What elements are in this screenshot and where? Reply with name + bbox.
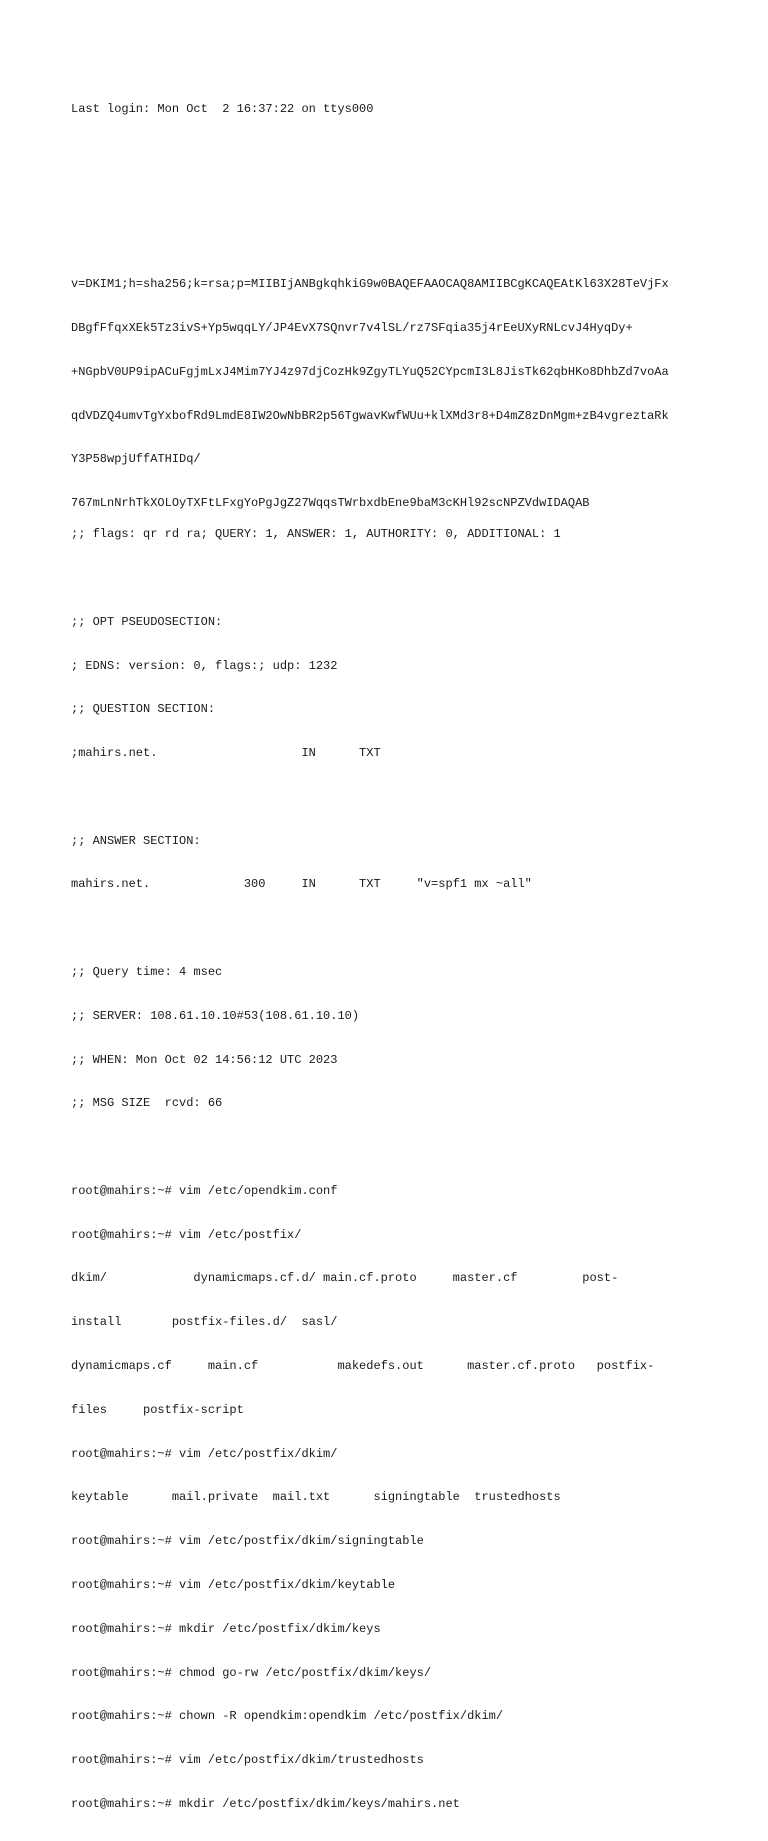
terminal-line: ;; OPT PSEUDOSECTION: <box>71 614 223 629</box>
blank-line <box>71 921 701 936</box>
shell-command-line: root@mahirs:~# mkdir /etc/postfix/dkim/keys <box>71 1621 381 1636</box>
terminal-line: Last login: Mon Oct 2 16:37:22 on ttys000 <box>71 102 374 117</box>
blank-line <box>71 790 701 805</box>
terminal-line: ; EDNS: version: 0, flags:; udp: 1232 <box>71 658 338 673</box>
shell-command-line: root@mahirs:~# vim /etc/postfix/dkim/ <box>71 1446 338 1461</box>
terminal-line: qdVDZQ4umvTgYxbofRd9LmdE8IW2OwNbBR2p56TgwavKwfWUu+klXMd3r8+D4mZ8zDnMgm+zB4vgreztaRk <box>71 408 669 423</box>
completion-output-line: dkim/ dynamicmaps.cf.d/ main.cf.proto master.cf post- <box>71 1271 619 1286</box>
terminal-line: +NGpbV0UP9ipACuFgjmLxJ4Mim7YJ4z97djCozHk9ZgyTLYuQ52CYpcmI3L8JisTk62qbHKo8DhbZd7voAa <box>71 364 669 379</box>
terminal-line: DBgfFfqxXEk5Tz3ivS+Yp5wqqLY/JP4EvX7SQnvr7v4lSL/rz7SFqia35j4rEeUXyRNLcvJ4HyqDy+ <box>71 320 633 335</box>
terminal-line: Y3P58wpjUffATHIDq/ <box>71 452 201 467</box>
terminal-line: ;; ANSWER SECTION: <box>71 833 201 848</box>
terminal-line: 767mLnNrhTkXOLOyTXFtLFxgYoPgJgZ27WqqsTWrbxdbEne9baM3cKHl92scNPZVdwIDAQAB <box>71 496 590 511</box>
terminal-line: ;; QUESTION SECTION: <box>71 702 216 717</box>
terminal-line: ;; Query time: 4 msec <box>71 965 223 979</box>
completion-output-line: install postfix-files.d/ sasl/ <box>71 1315 338 1330</box>
terminal-line: ;mahirs.net. IN TXT <box>71 746 381 761</box>
dig-and-shell-output <box>71 498 701 1841</box>
shell-command-line: root@mahirs:~# vim /etc/opendkim.conf <box>71 1183 338 1198</box>
completion-output-line: keytable mail.private mail.txt signingtable trustedhosts <box>71 1490 561 1505</box>
terminal-line: ;; WHEN: Mon Oct 02 14:56:12 UTC 2023 <box>71 1052 338 1067</box>
shell-command-line: root@mahirs:~# vim /etc/postfix/ <box>71 1227 302 1242</box>
shell-command-line: root@mahirs:~# vim /etc/postfix/dkim/keytable <box>71 1577 396 1592</box>
shell-command-line: root@mahirs:~# vim /etc/postfix/dkim/trustedhosts <box>71 1753 424 1768</box>
terminal-line: ;; flags: qr rd ra; QUERY: 1, ANSWER: 1, AUTHORITY: 0, ADDITIONAL: 1 <box>71 527 561 542</box>
shell-command-line: root@mahirs:~# vim /etc/postfix/dkim/signingtable <box>71 1534 424 1549</box>
terminal-line: ;; MSG SIZE rcvd: 66 <box>71 1096 223 1111</box>
terminal-line: v=DKIM1;h=sha256;k=rsa;p=MIIBIjANBgkqhkiG9w0BAQEFAAOCAQ8AMIIBCgKCAQEAtKl63X28TeVjFx <box>71 277 669 292</box>
shell-command-line: root@mahirs:~# mkdir /etc/postfix/dkim/keys/mahirs.net <box>71 1796 460 1811</box>
shell-command-line: root@mahirs:~# chown -R opendkim:opendkim /etc/postfix/dkim/ <box>71 1709 504 1724</box>
shell-command-line: root@mahirs:~# chmod go-rw /etc/postfix/dkim/keys/ <box>71 1665 432 1680</box>
blank-line <box>71 571 701 586</box>
dkim-record-output <box>71 248 701 540</box>
terminal-line: mahirs.net. 300 IN TXT "v=spf1 mx ~all" <box>71 877 532 892</box>
completion-output-line: files postfix-script <box>71 1402 244 1417</box>
completion-output-line: dynamicmaps.cf main.cf makedefs.out master.cf.proto postfix- <box>71 1359 655 1374</box>
terminal-line: ;; SERVER: 108.61.10.10#53(108.61.10.10) <box>71 1008 360 1023</box>
blank-line <box>71 1140 701 1155</box>
last-login-line <box>71 73 701 146</box>
